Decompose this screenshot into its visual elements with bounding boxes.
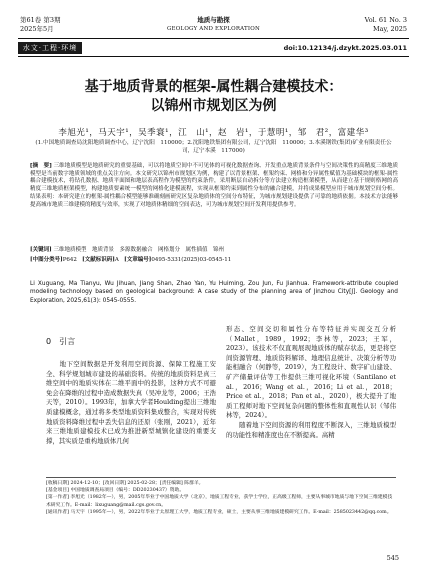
footnote-divider — [46, 477, 396, 478]
classification-line — [30, 256, 398, 264]
abstract-text: 三维地质模型是地质研究的重要基础，可以将地质空间中不可见体的可视化数据查询、开发重点地质背景条件与空间决策性的高精度三维地质模型是当前数字地质领域的重点关注方向。本文研究以锦州市规划区为例，构建了以背景框架、框架约束、网格和分异属性赋值为基础模块的框架-属性耦合建模技术，将钻孔数据、地质平面图和地层表高程作为模型的约束条件，采用断层自动拆分等方法建立构造框架模型，从而建立基于规则格网的高精度三维地质框架模型，构建地质要素统一模型的网格化建模流程，实现从框架约束到属性分布的融合建模，并将成果模型应用于城市规划空间分析。结果表明：本研究建立的框架-属性耦合模型能够准确刻画研究区复杂地质体的空间分布特征，为城市规划建设提供了可靠的地质依据。本技术方法能够提高城市地质三维建模的精度与效率，实现了对地质体精细的空间表达，可为城市规划空间开发利用提供参考。 — [30, 163, 399, 208]
footnote-funding: [基金项目] 中国地质调查局项目（编号：DD20230437）资助。 — [46, 488, 185, 494]
body-column-left: 地下空间数据是开发利用空间资源、保障工程施工安全、科学规划城市建设的基础资料。传统的地质资料是真三维空间中的地质实体在二维平面中的投影，这种方式不可避免会在降维的过程中造成数据失真（吴冲龙等，2006；王浩天等，2010）。1993年，加拿大学者Houlding提出三维地质建模概念，通过将多类型地质资料集成整合，实现对传统地质资料降维过程中丢失信息的还原（张刚，2021），近年来三维地质建模技术已成为推进新型城镇化建设的重要支撑，其实质是重构地质体几何 — [46, 360, 216, 445]
header-journal — [0, 16, 427, 34]
section-heading-introduction: 0 引言 — [46, 337, 76, 346]
doc-code-value: A — [114, 257, 119, 263]
footnote-dates: [收稿日期] 2024-12-10；[改回日期] 2025-02-28；[责任编辑] 陈群羊。 — [46, 481, 204, 486]
article-number-label: [文章编号] — [124, 257, 152, 263]
clc-value: P642 — [62, 257, 77, 263]
body-column-right: 形态、空间交切和属性分布等特征并实现交互分析（Mallet，1989，1992；李林等，2023；王军，2023）。该技术不仅直观展现地质体的赋存状态，更是将空间资源管理、地质资料解译、地理信息统计、决策分析等功能相融合（何静等，2019），为工程设计、数字矿山建设、矿产储量评估等工作提供三维可视化环境（Santilano et al.，2016；Wang et al.，2016；Li et al.，2018；Price et al.，2018；Pan et al.，2020），极大提升了地质工程师对地下空间复杂问题的整体性和直观性认识（邹伟林等，2024）。 随着地下空间资源的利用程度不断深入，三维地质模型的功能性和精准度也在不断提高。高精 — [226, 325, 396, 439]
clc-label: [中图分类号] — [30, 257, 63, 263]
article-number-value: 0495-5331(2025)03-0545-11 — [151, 257, 232, 263]
volume-issue-en: Vol. 61 No. 3 — [364, 16, 407, 24]
article-title-line-1: 基于地质背景的框架-属性耦合建模技术： — [84, 79, 343, 95]
keywords-text: 三维地质模型 地质背景 多源数据融合 网格划分 属性插值 锦州 — [53, 247, 224, 253]
footnote-first-author: [第一作者] 李旭光（1982年—），男，2005年毕业于中国地质大学（北京），地质工程专业，获学士学位，正高级工程师，主要从事城市地质与地下空间三维建模技术研究工作。E-mail：lixuguang@mail.cgs.gov.cn。 — [46, 495, 393, 508]
journal-name-cn: 地质与勘探 — [197, 16, 230, 24]
affiliations: (1.中国地质调查局沈阳地质调查中心，辽宁沈阳 110000；2.沈阳地铁集团有限公司，辽宁沈阳 110000；3.本溪钢铁(集团)矿业有限责任公司，辽宁本溪 117000) — [35, 140, 392, 154]
english-citation: Li Xuguang, Ma Tianyu, Wu Jihuan, Jiang Shan, Zhao Yan, Yu Huiming, Zou Jun, Fu Jianhua. Framework-attribute coupled modeling technology based on geological background: A case study of the planning area of Jinzhou City[J]. Geology and Exploration, 2025,61(3): 0545-0555. — [30, 281, 398, 304]
doc-code-label: [文献标识码] — [82, 257, 115, 263]
footnotes — [46, 480, 396, 516]
date-cn: 2025年5月 — [20, 25, 54, 33]
date-en: May, 2025 — [372, 25, 407, 33]
section-divider — [18, 56, 409, 57]
author-list: 李旭光¹，马天宇¹，吴季寰¹，江 山¹，赵 岩¹，于慧明¹，邹 君²，富建华³ — [58, 128, 369, 138]
section-label: 水文·工程·环境 — [18, 42, 82, 54]
article-title-line-2: 以锦州市规划区为例 — [150, 98, 277, 114]
abstract-label: [摘 要] — [30, 163, 52, 169]
header-volume-en — [365, 16, 407, 34]
header-divider — [18, 38, 409, 39]
abstract — [30, 163, 398, 209]
doi-link[interactable]: doi:10.12134/j.dzykt.2025.03.011 — [283, 44, 407, 52]
journal-name-en: GEOLOGY AND EXPLORATION — [166, 26, 261, 32]
keywords-label: [关键词] — [30, 247, 52, 253]
page-number: 545 — [386, 554, 399, 562]
footnote-corresponding-author: [通讯作者] 马天宇（1995年—），男，2022年毕业于太原理工大学，地质工程专业，硕士，主要从事三维地质建模研究工作。E-mail：2585023442@qq.com。 — [46, 509, 392, 515]
volume-issue-cn: 第61卷 第3期 — [20, 16, 61, 24]
keywords — [30, 246, 398, 254]
